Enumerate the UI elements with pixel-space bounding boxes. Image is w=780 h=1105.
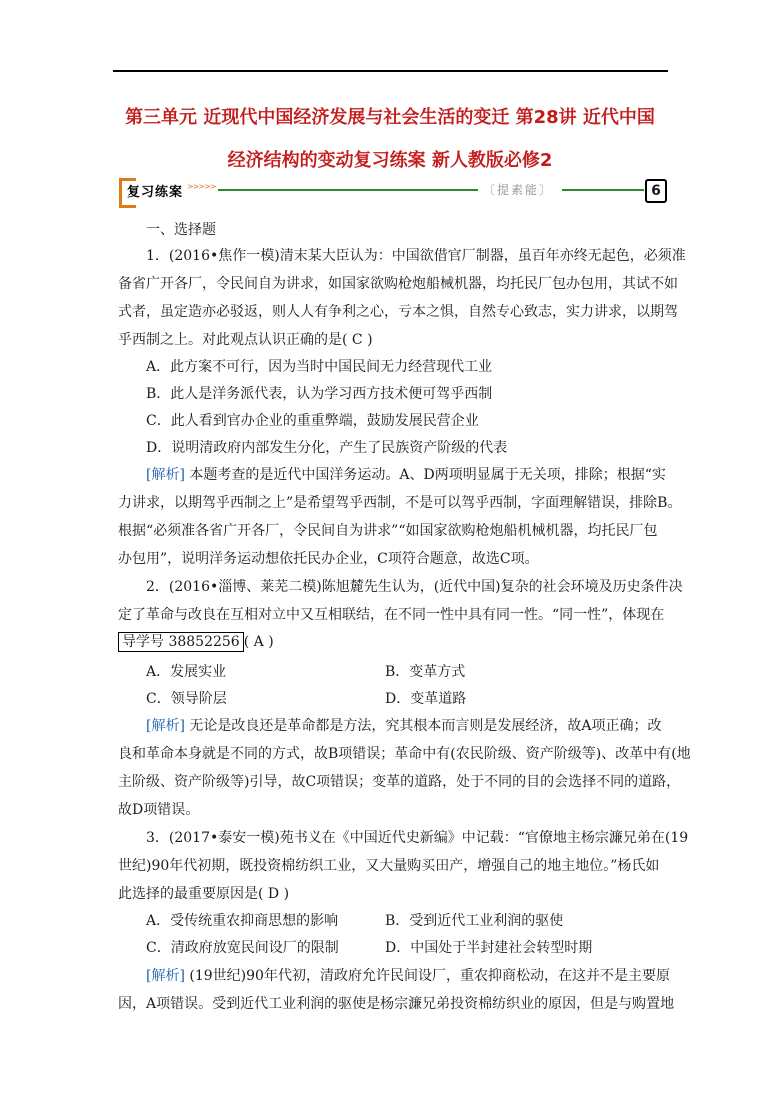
q1-option-d: D．说明清政府内部发生分化，产生了民族资产阶级的代表 xyxy=(146,440,508,456)
q3-line-2: 世纪)90年代初期，既投资棉纺织工业，又大量购买田产，增强自己的地主地位。”杨氏如 xyxy=(118,858,660,874)
q3-analysis-text-1: (19世纪)90年代初，清政府允许民间设厂，重农抑商松动，在这并不是主要原 xyxy=(184,968,670,984)
q1-line-3: 式者，虽定造亦必驳返，则人人有争利之心，亏本之惧，自然专心致志，实力讲求，以期驾 xyxy=(118,304,678,320)
q2-analysis-text-1: 无论是改良还是革命都是方法，究其根本而言则是发展经济，故A项正确；改 xyxy=(184,718,662,734)
banner-line-right xyxy=(562,189,644,191)
q2-answer: ( A ) xyxy=(243,634,274,650)
q2-option-d: D．变革道路 xyxy=(385,691,467,707)
q2-analysis-line-2: 良和革命本身就是不同的方式，故B项错误；革命中有(农民阶级、资产阶级等)、改革中有(地 xyxy=(118,746,691,762)
q3-option-a: A．受传统重农抑商思想的影响 xyxy=(146,913,339,929)
banner-label: 复习练案 xyxy=(127,185,184,200)
q2-line-2: 定了革命与改良在互相对立中又互相联结，在不同一性中具有同一性。“同一性”，体现在 xyxy=(118,607,665,623)
section-heading: 一、选择题 xyxy=(146,222,216,238)
q3-option-d: D．中国处于半封建社会转型时期 xyxy=(385,940,593,956)
q2-option-a: A．发展实业 xyxy=(146,664,227,680)
q1-option-a: A．此方案不可行，因为当时中国民间无力经营现代工业 xyxy=(146,359,493,375)
q1-line-4: 乎西制之上。对此观点认识正确的是( C ) xyxy=(118,332,373,348)
banner-line-left xyxy=(218,189,478,191)
section-banner xyxy=(117,178,665,204)
q3-line-3: 此选择的最重要原因是( D ) xyxy=(118,886,290,902)
q1-analysis-text-1: 本题考查的是近代中国洋务运动。A、D两项明显属于无关项，排除；根据“实 xyxy=(184,467,666,483)
q3-analysis-line-2: 因，A项错误。受到近代工业利润的驱使是杨宗濂兄弟投资棉纺织业的原因，但是与购置地 xyxy=(118,996,675,1012)
q1-analysis-line-2: 力讲求，以期驾乎西制之上”是希望驾乎西制，不是可以驾乎西制，字面理解错误，排除B。 xyxy=(118,495,682,511)
banner-arrows: >>>>> xyxy=(187,182,216,191)
q3-analysis-line-1 xyxy=(146,966,706,986)
q2-option-c: C．领导阶层 xyxy=(146,691,227,707)
q2-analysis-line-1 xyxy=(146,716,706,736)
q3-option-c: C．清政府放宽民间设厂的限制 xyxy=(146,940,339,956)
q2-option-b: B．变革方式 xyxy=(385,664,466,680)
q1-analysis-tag: [解析] xyxy=(146,467,185,483)
guide-number-box: 导学号 38852256 xyxy=(118,632,244,652)
q1-option-c: C．此人看到官办企业的重重弊端，鼓励发展民营企业 xyxy=(146,413,479,429)
q1-analysis-line-4: 办包用”，说明洋务运动想依托民办企业，C项符合题意，故选C项。 xyxy=(118,551,539,567)
q1-option-b: B．此人是洋务派代表，认为学习西方技术便可驾乎西制 xyxy=(146,386,493,402)
page-title-line-1: 第三单元 近现代中国经济发展与社会生活的变迁 第28讲 近代中国 xyxy=(125,107,655,128)
q3-analysis-tag: [解析] xyxy=(146,968,185,984)
q2-analysis-line-3: 主阶级、资产阶级等)引导，故C项错误；变革的道路，处于不同的目的会选择不同的道路， xyxy=(118,774,681,790)
q3-line-1: 3．(2017•泰安一模)苑书义在《中国近代史新编》中记载：“官僚地主杨宗濂兄弟在(19 xyxy=(146,830,689,846)
q3-option-b: B．受到近代工业利润的驱使 xyxy=(385,913,564,929)
page-title-line-2: 经济结构的变动复习练案 新人教版必修2 xyxy=(227,150,553,171)
q1-analysis-line-1 xyxy=(146,465,706,485)
q2-analysis-tag: [解析] xyxy=(146,718,185,734)
q2-line-1: 2．(2016•淄博、莱芜二模)陈旭麓先生认为，(近代中国)复杂的社会环境及历史条件决 xyxy=(146,579,683,595)
banner-tishi: 〔提素能〕 xyxy=(483,183,554,197)
q2-line-3 xyxy=(118,632,678,652)
top-rule xyxy=(113,70,668,72)
q2-analysis-line-4: 故D项错误。 xyxy=(118,802,200,818)
banner-badge: 6 xyxy=(645,179,667,203)
q1-analysis-line-3: 根据“必须准各省广开各厂，令民间自为讲求”“如国家欲购枪炮船机械机器，均托民厂包 xyxy=(118,523,658,539)
q1-line-1: 1．(2016•焦作一模)清末某大臣认为：中国欲借官厂制器，虽百年亦终无起色，必须准 xyxy=(146,248,686,264)
q1-line-2: 备省广开各厂，令民间自为讲求，如国家欲购枪炮船械机器，均托民厂包办包用，其试不如 xyxy=(118,276,678,292)
